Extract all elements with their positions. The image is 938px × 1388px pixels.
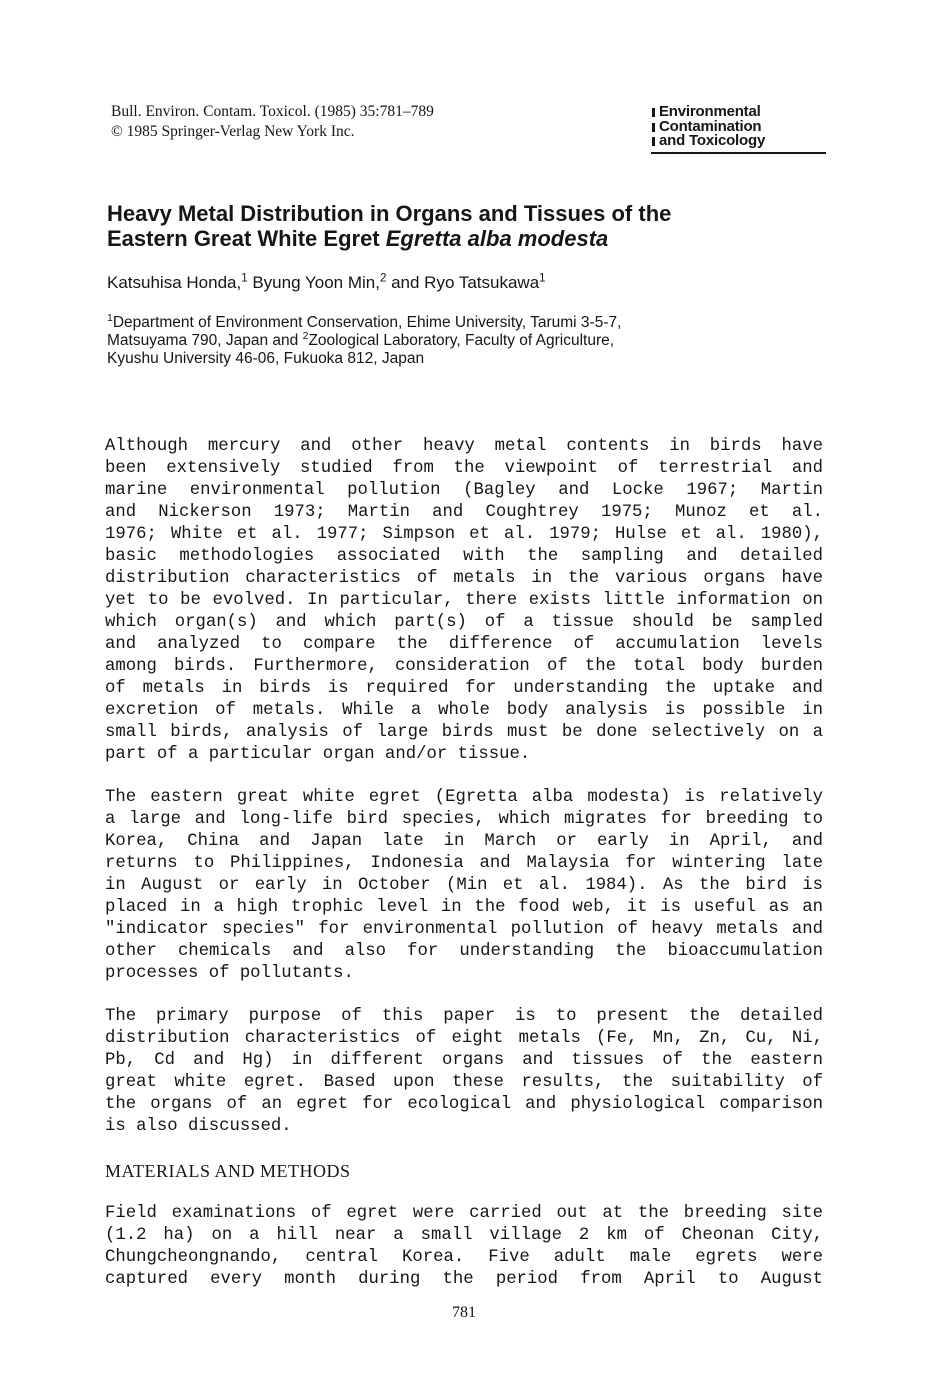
text-line: Although mercury and other heavy metal contents in birds have	[105, 437, 823, 456]
logo-line: Contamination	[651, 120, 826, 135]
logo-line: Environmental	[651, 105, 826, 120]
author-list	[107, 272, 546, 294]
intro-paragraph-2	[105, 787, 823, 985]
intro-paragraph-1	[105, 436, 823, 766]
author-name: and Ryo Tatsukawa	[386, 273, 540, 292]
affiliation-marker: 1	[241, 272, 248, 285]
text-line: among birds. Furthermore, consideration of the total body burden	[105, 657, 823, 676]
text-line: of metals in birds is required for understanding the uptake and	[105, 679, 823, 698]
affiliation-line: Kyushu University 46-06, Fukuoka 812, Japan	[107, 350, 425, 367]
text-line: Field examinations of egret were carried out at the breeding site	[105, 1204, 823, 1223]
text-line: yet to be evolved. In particular, there exists little information on	[105, 591, 823, 610]
journal-citation: Bull. Environ. Contam. Toxicol. (1985) 35:781–789	[111, 103, 434, 120]
species-name: Egretta alba modesta	[385, 225, 609, 251]
affiliation-marker: 2	[302, 330, 309, 343]
journal-logo	[651, 105, 826, 154]
text-line: Korea, China and Japan late in March or early in April, and	[105, 832, 823, 851]
text-line: is also discussed.	[105, 1117, 292, 1136]
text-line: (1.2 ha) on a hill near a small village 2 km of Cheonan City,	[105, 1226, 823, 1245]
text-line: placed in a high trophic level in the food web, it is useful as an	[105, 898, 823, 917]
text-line: Chungcheongnando, central Korea. Five adult male egrets were	[105, 1248, 823, 1267]
text-line: processes of pollutants.	[105, 964, 354, 983]
text-line: The eastern great white egret (Egretta alba modesta) is relatively	[105, 788, 823, 807]
text-line: captured every month during the period from April to August	[105, 1270, 823, 1289]
title-line-2: Eastern Great White Egret	[107, 225, 386, 251]
affiliation-block	[107, 314, 807, 368]
affiliation-line: $^1$Department of Environment Conservation, Ehime University, Tarumi 3-5-7,	[107, 312, 622, 331]
page-number: 781	[452, 1304, 476, 1321]
article-title	[107, 202, 847, 251]
text-line: and analyzed to compare the difference of accumulation levels	[105, 635, 823, 654]
text-line: Pb, Cd and Hg) in different organs and tissues of the eastern	[105, 1051, 823, 1070]
text-line: great white egret. Based upon these results, the suitability of	[105, 1073, 823, 1092]
text-line: in August or early in October (Min et al. 1984). As the bird is	[105, 876, 823, 895]
text-line: "indicator species" for environmental pollution of heavy metals and	[105, 920, 823, 939]
text-line: distribution characteristics of metals in the various organs have	[105, 569, 823, 588]
logo-line: and Toxicology	[651, 134, 826, 149]
affiliation-marker: 1	[539, 272, 546, 285]
text-line: the organs of an egret for ecological and physiological comparison	[105, 1095, 823, 1114]
text-line: distribution characteristics of eight metals (Fe, Mn, Zn, Cu, Ni,	[105, 1029, 823, 1048]
text-line: been extensively studied from the viewpoint of terrestrial and	[105, 459, 823, 478]
affiliation-marker: 1	[107, 312, 113, 325]
text-line: returns to Philippines, Indonesia and Malaysia for wintering late	[105, 854, 823, 873]
citation-block	[111, 102, 434, 142]
text-line: The primary purpose of this paper is to present the detailed	[105, 1007, 823, 1026]
author-name: Katsuhisa Honda,	[107, 273, 242, 292]
text-line: and Nickerson 1973; Martin and Coughtrey 1975; Munoz et al.	[105, 503, 823, 522]
text-line: part of a particular organ and/or tissue.	[105, 745, 531, 764]
copyright-notice: © 1985 Springer-Verlag New York Inc.	[111, 123, 355, 140]
text-line: a large and long-life bird species, which migrates for breeding to	[105, 810, 823, 829]
text-line: small birds, analysis of large birds must be done selectively on a	[105, 723, 823, 742]
text-line: other chemicals and also for understanding the bioaccumulation	[105, 942, 823, 961]
section-heading: MATERIALS AND METHODS	[105, 1161, 351, 1181]
affiliation-marker: 2	[379, 272, 387, 285]
author-name: Byung Yoon Min,	[247, 273, 380, 292]
text-line: which organ(s) and which part(s) of a tissue should be sampled	[105, 613, 823, 632]
intro-paragraph-3	[105, 1006, 823, 1138]
text-line: marine environmental pollution (Bagley and Locke 1967; Martin	[105, 481, 823, 500]
affiliation-line: Matsuyama 790, Japan and $^2$Zoological Laboratory, Faculty of Agriculture,	[107, 330, 615, 349]
text-line: excretion of metals. While a whole body analysis is possible in	[105, 701, 823, 720]
text-line: 1976; White et al. 1977; Simpson et al. 1979; Hulse et al. 1980),	[105, 525, 823, 544]
text-line: basic methodologies associated with the sampling and detailed	[105, 547, 823, 566]
title-line-1: Heavy Metal Distribution in Organs and Tissues of the	[107, 201, 672, 226]
methods-paragraph-1	[105, 1203, 823, 1291]
